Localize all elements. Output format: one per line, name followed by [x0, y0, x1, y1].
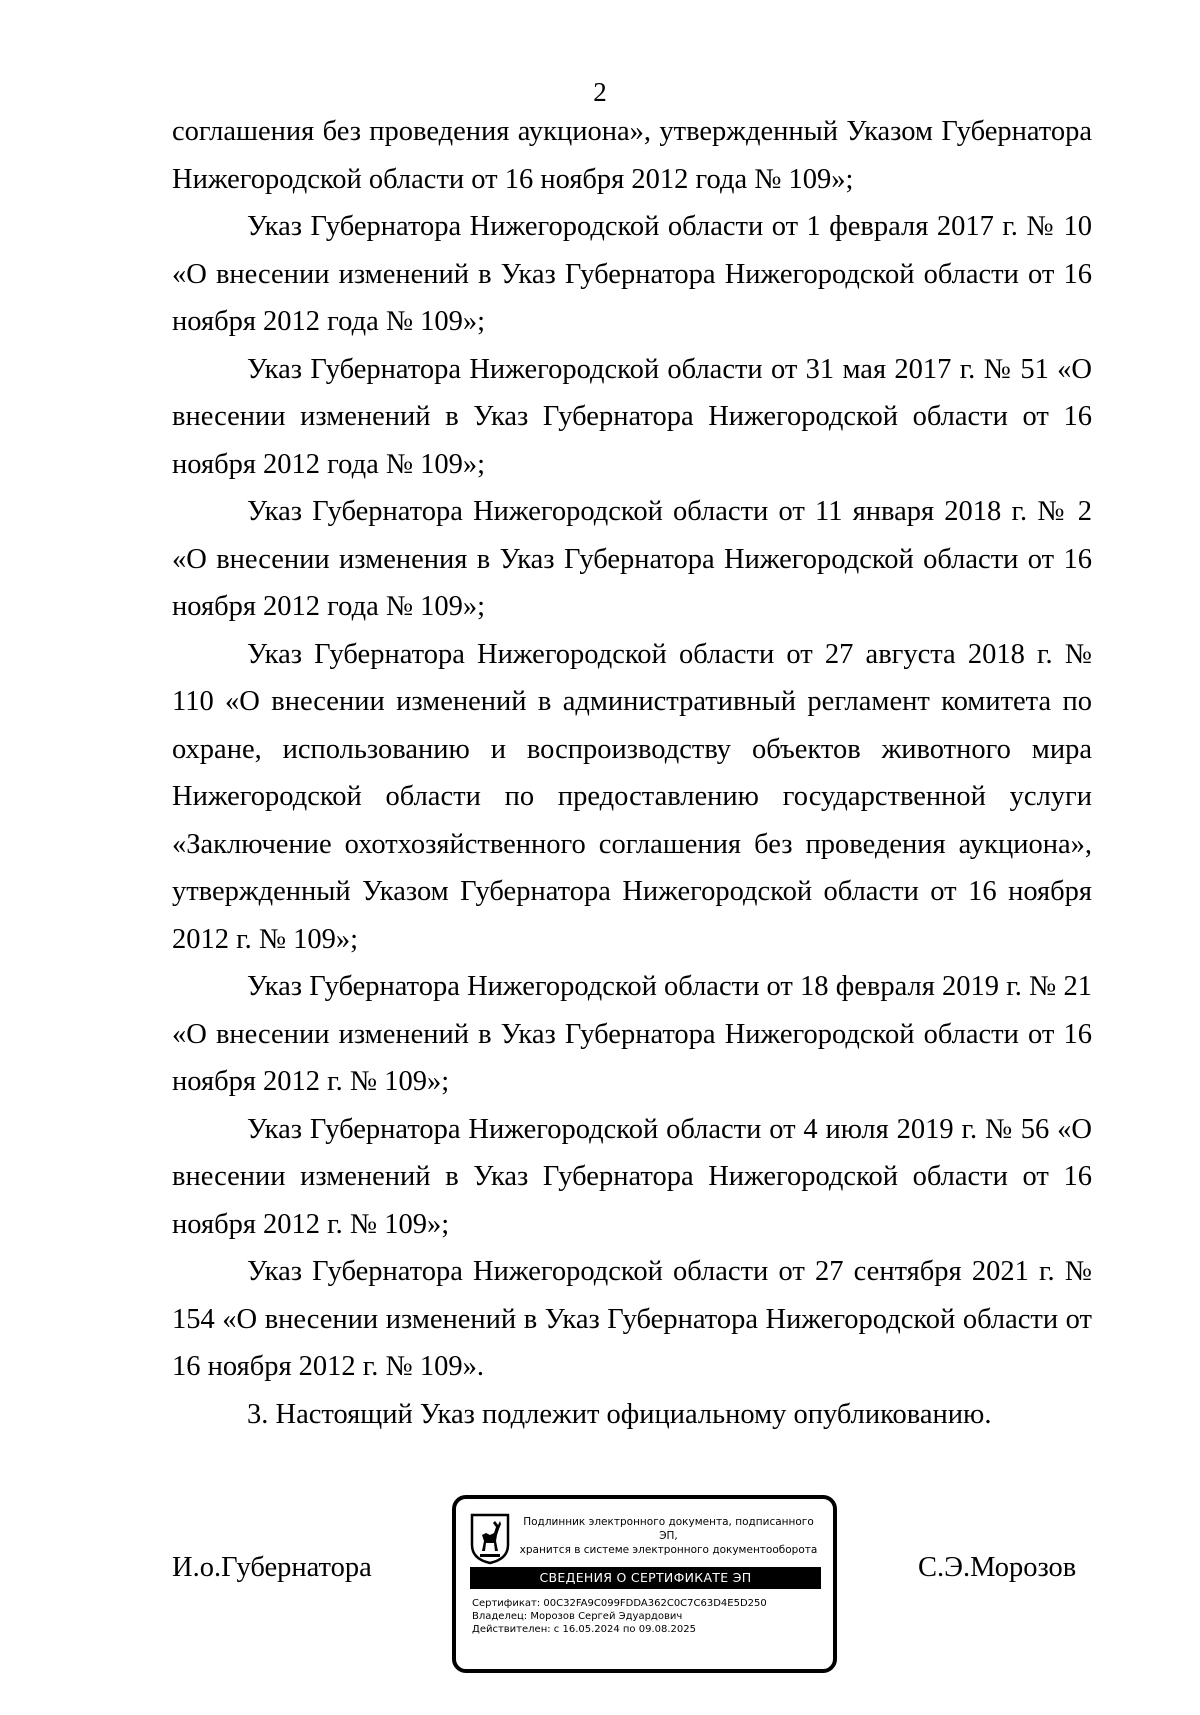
paragraph-decree-2018-08-27: Указ Губернатора Нижегородской области от 27 августа 2018 г. № 110 «О внесении изменений в административный регламент комитета по охране, использованию и воспроизводству объектов животного мира Нижегородской области по предоставлению государственной услуги «Заключение охотхозяйственного соглашения без проведения аукциона», утвержденный Указом Губернатора Нижегородской области от 16 ноября 2012 г. № 109»; — [172, 638, 1092, 955]
deer-coat-of-arms-icon — [470, 1513, 510, 1565]
signatory-name: С.Э.Морозов — [918, 1552, 1077, 1583]
electronic-signature-stamp — [452, 1495, 837, 1673]
certificate-info-bar: СВЕДЕНИЯ О СЕРТИФИКАТЕ ЭП — [470, 1567, 821, 1589]
paragraph-continuation: соглашения без проведения аукциона», утвержденный Указом Губернатора Нижегородской области от 16 ноября 2012 года № 109»; — [172, 116, 1092, 195]
stamp-header — [516, 1515, 821, 1557]
stamp-header-line-1: Подлинник электронного документа, подписанного ЭП, — [523, 1516, 814, 1542]
paragraph-decree-2019-07-04: Указ Губернатора Нижегородской области от 4 июля 2019 г. № 56 «О внесении изменений в Указ Губернатора Нижегородской области от 16 ноября 2012 г. № 109»; — [172, 1113, 1092, 1240]
paragraph-decree-2018-01-11: Указ Губернатора Нижегородской области от 11 января 2018 г. № 2 «О внесении изменения в Указ Губернатора Нижегородской области от 16 ноября 2012 года № 109»; — [172, 496, 1092, 622]
document-body — [172, 108, 1092, 1438]
page-number: 2 — [593, 77, 607, 107]
certificate-owner: Владелец: Морозов Сергей Эдуардович — [472, 1611, 683, 1622]
signature-block — [0, 1495, 1200, 1715]
paragraph-decree-2019-02-18: Указ Губернатора Нижегородской области от 18 февраля 2019 г. № 21 «О внесении изменений в Указ Губернатора Нижегородской области от 16 ноября 2012 г. № 109»; — [172, 971, 1092, 1097]
stamp-header-line-2: хранится в системе электронного документооборота — [519, 1544, 818, 1556]
certificate-details — [472, 1597, 822, 1636]
paragraph-decree-2021-09-27: Указ Губернатора Нижегородской области от 27 сентября 2021 г. № 154 «О внесении изменений в Указ Губернатора Нижегородской области от 16 ноября 2012 г. № 109». — [172, 1256, 1092, 1382]
paragraph-publication-clause: 3. Настоящий Указ подлежит официальному опубликованию. — [247, 1398, 992, 1430]
signatory-title: И.о.Губернатора — [172, 1552, 372, 1583]
certificate-validity: Действителен: с 16.05.2024 по 09.08.2025 — [472, 1624, 696, 1635]
paragraph-decree-2017-05-31: Указ Губернатора Нижегородской области от 31 мая 2017 г. № 51 «О внесении изменений в Указ Губернатора Нижегородской области от 16 ноября 2012 года № 109»; — [172, 353, 1092, 480]
paragraph-decree-2017-02-01: Указ Губернатора Нижегородской области от 1 февраля 2017 г. № 10 «О внесении изменений в Указ Губернатора Нижегородской области от 16 ноября 2012 года № 109»; — [172, 211, 1092, 337]
certificate-number: Сертификат: 00C32FA9C099FDDA362C0C7C63D4E5D250 — [472, 1598, 767, 1609]
